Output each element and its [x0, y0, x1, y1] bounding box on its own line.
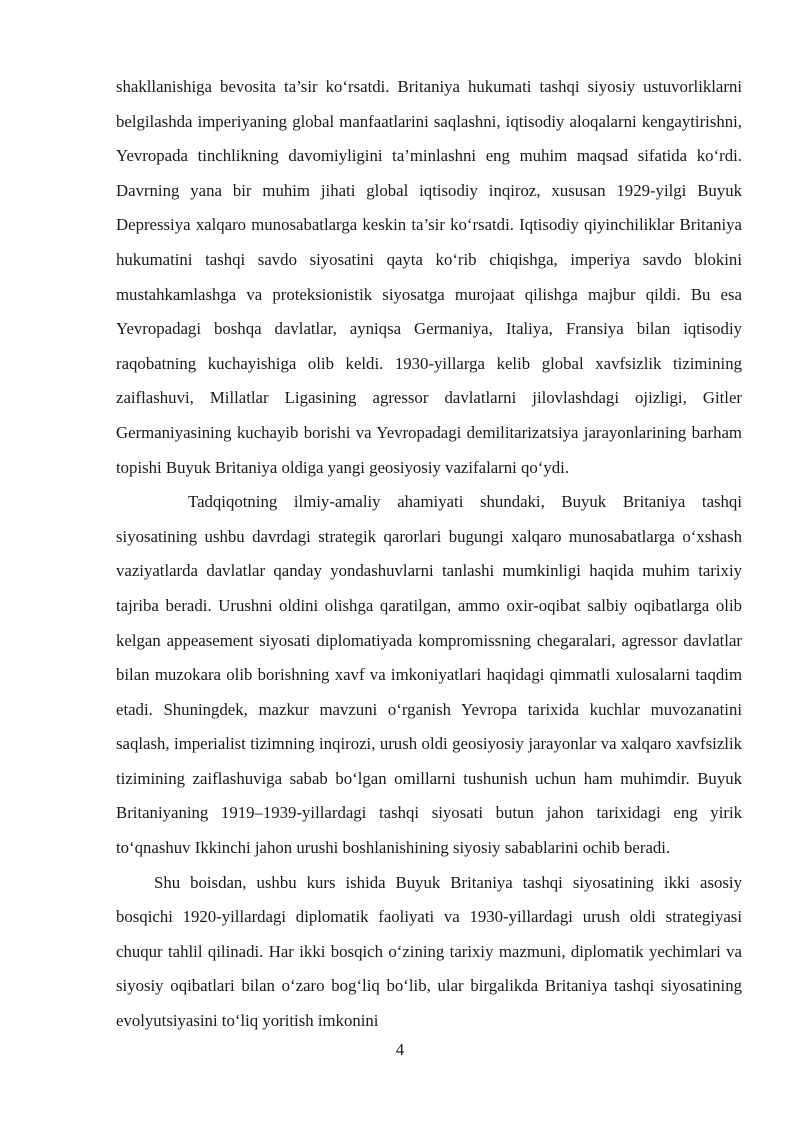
paragraph-continuation: shakllanishiga bevosita ta’sir ko‘rsatdi. Britaniya hukumati tashqi siyosiy ustuvorliklarni belgilashda imperiyaning global manfaatlarini saqlashni, iqtisodiy aloqalarni kengaytirishni, Yevropada tinchlikning davomiyligini ta’minlashni eng muhim maqsad sifatida ko‘rdi. Davrning yana bir muhim jihati global iqtisodiy inqiroz, xususan 1929-yilgi Buyuk Depressiya xalqaro munosabatlarga keskin ta’sir ko‘rsatdi. Iqtisodiy qiyinchiliklar Britaniya hukumatini tashqi savdo siyosatini qayta ko‘rib chiqishga, imperiya savdo blokini mustahkamlashga va proteksionistik siyosatga murojaat qilishga majbur qildi. Bu esa Yevropadagi boshqa davlatlar, ayniqsa Germaniya, Italiya, Fransiya bilan iqtisodiy raqobatning kuchayishiga olib keldi. 1930-yillarga kelib global xavfsizlik tizimining zaiflashuvi, Millatlar Ligasining agressor davlatlarni jilovlashdagi ojizligi, Gitler Germaniyasining kuchayib borishi va Yevropadagi demilitarizatsiya jarayonlarining barham topishi Buyuk Britaniya oldiga yangi geosiyosiy vazifalarni qo‘ydi.: [116, 77, 742, 477]
paragraph-course-scope: Shu boisdan, ushbu kurs ishida Buyuk Britaniya tashqi siyosatining ikki asosiy bosqichi 1920-yillardagi diplomatik faoliyati va 1930-yillardagi urush oldi strategiyasi chuqur tahlil qilinadi. Har ikki bosqich o‘zining tarixiy mazmuni, diplomatik yechimlari va siyosiy oqibatlari bilan o‘zaro bog‘liq bo‘lib, ular birgalikda Britaniya tashqi siyosatining evolyutsiyasini to‘liq yoritish imkonini: [116, 872, 742, 1031]
paragraph-significance: Tadqiqotning ilmiy-amaliy ahamiyati shundaki, Buyuk Britaniya tashqi siyosatining ushbu davrdagi strategik qarorlari bugungi xalqaro munosabatlarga o‘xshash vaziyatlarda davlatlar qanday yondashuvlarni tanlashi mumkinligi haqida muhim tarixiy tajriba beradi. Urushni oldini olishga qaratilgan, ammo oxir-oqibat salbiy oqibatlarga olib kelgan appeasement siyosati diplomatiyada kompromissning chegaralari, agressor davlatlar bilan muzokara olib borishning xavf va imkoniyatlari haqidagi qimmatli xulosalarni taqdim etadi. Shuningdek, mazkur mavzuni o‘rganish Yevropa tarixida kuchlar muvozanatini saqlash, imperialist tizimning inqirozi, urush oldi geosiyosiy jarayonlar va xalqaro xavfsizlik tizimining zaiflashuviga sabab bo‘lgan omillarni tushunish uchun ham muhimdir. Buyuk Britaniyaning 1919–1939-yillardagi tashqi siyosati butun jahon tarixidagi eng yirik to‘qnashuv Ikkinchi jahon urushi boshlanishining siyosiy sabablarini ochib beradi.: [116, 492, 742, 858]
page-number: 4: [395, 1040, 405, 1059]
body-text: [116, 70, 742, 1039]
